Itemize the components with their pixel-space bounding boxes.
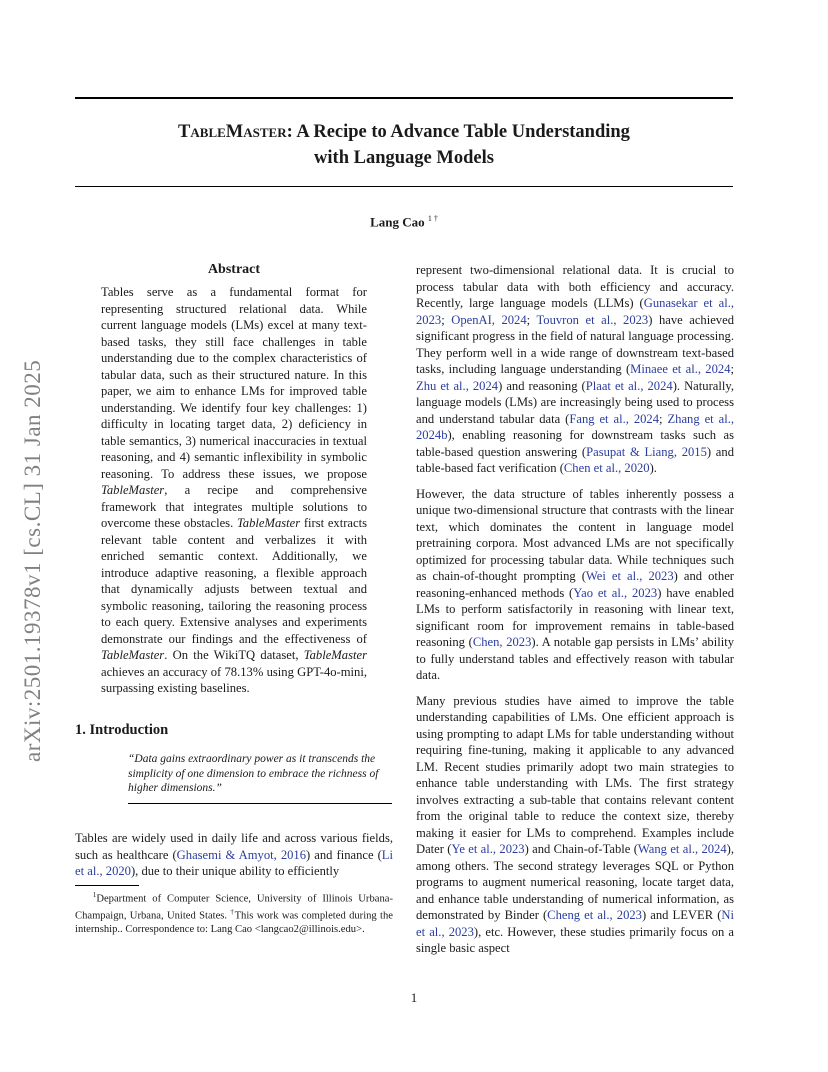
- abstract-text-3: first extracts relevant table content and verbalizes it with enriched semantic context. Additionally, we introduce adaptive reasoning, a flexible approach that dynamically adjusts between textual and symbolic reasoning, tailoring the reasoning process to each query. Extensive analyses and experiments demonstrate our findings and the effectiveness of: [101, 516, 367, 646]
- right-column: [416, 262, 734, 966]
- abstract-heading: Abstract: [207, 262, 261, 277]
- intro-paragraph: [75, 830, 393, 880]
- citation-link[interactable]: Zhu et al., 2024: [416, 378, 499, 393]
- citation-link[interactable]: Li et al., 2020: [75, 847, 393, 878]
- citation-link[interactable]: Touvron et al., 2023: [536, 312, 649, 327]
- arxiv-side-label: arXiv:2501.19378v1 [cs.CL] 31 Jan 2025: [20, 359, 45, 762]
- footnote-rule: [75, 885, 139, 886]
- page-number: 1: [410, 990, 418, 1005]
- title-rule-bottom: [75, 186, 733, 187]
- footnote-mark-2: †: [230, 908, 235, 917]
- epigraph-rule: [128, 803, 392, 804]
- abstract-emph-2: TableMaster: [236, 516, 301, 530]
- abstract-text-4: . On the WikiTQ dataset,: [164, 648, 304, 662]
- citation-link[interactable]: Plaat et al., 2024: [585, 378, 673, 393]
- abstract-emph-1: TableMaster: [101, 483, 165, 497]
- title-rule-top: [75, 97, 733, 99]
- citation-link[interactable]: Pasupat & Liang, 2015: [586, 444, 707, 459]
- citation-link[interactable]: Wei et al., 2023: [585, 569, 674, 583]
- citation-link[interactable]: Wang et al., 2024: [637, 842, 727, 856]
- paper-title: [75, 119, 733, 171]
- citation-link[interactable]: Cheng et al., 2023: [547, 908, 642, 922]
- author-affiliation-marks: 1 †: [427, 214, 438, 223]
- title-system-name: TableMaster: [178, 122, 287, 142]
- author-line: [75, 214, 733, 230]
- arxiv-side-label-container: [20, 292, 52, 762]
- footnote-mark-1: 1: [92, 891, 97, 899]
- title-line2: with Language Models: [314, 148, 494, 168]
- left-column: [75, 262, 393, 697]
- citation-link[interactable]: Gunasekar et al., 2023: [416, 296, 734, 327]
- abstract-text-5: achieves an accuracy of 78.13% using GPT-4o-mini, surpassing existing baselines.: [101, 664, 367, 695]
- abstract-text-1: Tables serve as a fundamental format for representing structured relational data. While current language models (LMs) excel at many text-based tasks, they still face challenges in table understanding due to the complex characteristics of tabular data, such as their structured nature. In this paper, we aim to enhance LMs for improved table understanding. We identify four key challenges: 1) difficulty in locating target data, 2) deficiency in table semantics, 3) numerical inaccuracies in textual reasoning, and 4) semantic inflexibility in symbolic reasoning. To address these issues, we propose: [101, 285, 367, 481]
- citation-link[interactable]: Fang et al., 2024: [569, 411, 660, 426]
- footnote-text-2: This work was completed during the internship.. Correspondence to: Lang Cao <langcao2@illinois.edu>.: [75, 910, 393, 936]
- citation-link[interactable]: OpenAI, 2024: [451, 312, 527, 327]
- intro-text-a: Tables are widely used in daily life and across various fields, such as healthcare (: [75, 831, 393, 862]
- right-paragraph-1: represent two-dimensional relational data. It is crucial to process tabular data with both efficiency and accuracy. Recently, large language models (LLMs) (Gunasekar et al., 2023; OpenAI, 2024; Touvron et al., 2023) have achieved significant progress in the field of natural language processing. They perform well in a wide range of downstream text-based tasks, including language understanding (Minaee et al., 2024; Zhu et al., 2024) and reasoning (Plaat et al., 2024). Naturally, language models (LMs) are increasingly being used to process and understand tabular data (Fang et al., 2024; Zhang et al., 2024b), enabling reasoning for downstream tasks such as table-based question answering (Pasupat & Liang, 2015) and table-based fact verification (Chen et al., 2020).: [416, 263, 734, 475]
- intro-text-b: ) and finance (: [306, 847, 382, 862]
- footnote-text-1: Department of Computer Science, University of Illinois Urbana-Champaign, Urbana, United States.: [75, 893, 393, 922]
- author-name: Lang Cao: [370, 214, 425, 230]
- citation-link[interactable]: Chen, 2023: [472, 635, 532, 649]
- intro-text-c: ), due to their unique ability to efficiently: [130, 864, 340, 878]
- citation-link[interactable]: Yao et al., 2023: [573, 585, 658, 600]
- abstract-emph-4: TableMaster: [303, 648, 367, 662]
- epigraph-quote: “Data gains extraordinary power as it transcends the simplicity of one dimension to embrace the richness of higher dimensions.”: [128, 753, 379, 794]
- citation-link[interactable]: Ye et al., 2023: [451, 842, 525, 856]
- abstract-body: [101, 284, 367, 697]
- right-paragraph-2: However, the data structure of tables inherently possess a unique two-dimensional structure that contrasts with the linear text, which dominates the content in language model pretraining corpora. Most advanced LMs are not specifically optimized for processing tabular data. While techniques such as chain-of-thought prompting (Wei et al., 2023) and other reasoning-enhanced methods (Yao et al., 2023) have enabled LMs to perform satisfactorily in reasoning with linear text, significant room for improvement remains in table-based reasoning (Chen, 2023). A notable gap persists in LMs’ ability to fully understand tables and effectively reason with tabular data.: [416, 486, 734, 682]
- citation-link[interactable]: Ni et al., 2023: [416, 908, 734, 939]
- footnote: [75, 889, 393, 937]
- citation-link[interactable]: Minaee et al., 2024: [630, 362, 731, 376]
- abstract-emph-3: TableMaster: [101, 648, 165, 662]
- abstract-text-2: , a recipe and comprehensive framework that integrates multiple solutions to overcome these obstacles.: [101, 483, 367, 530]
- right-paragraph-3: Many previous studies have aimed to improve the table understanding capabilities of LMs. One efficient approach is using prompting to adapt LMs for table understanding without requiring fine-tuning, making it applicable to any advanced LM. Recent studies primarily adopt two main strategies to enhance table understanding with LMs. The first strategy involves extracting a sub-table that contains relevant content from the original table to reduce the context size, thereby making it easier for LMs to comprehend. Examples include Dater (Ye et al., 2023) and Chain-of-Table (Wang et al., 2024), among others. The second strategy leverages SQL or Python programs to augment numerical reasoning, locate target data, and enhance table understanding of numerical information, as demonstrated by Binder (Cheng et al., 2023) and LEVER (Ni et al., 2023), etc. However, these studies primarily focus on a single basic aspect: [416, 693, 734, 955]
- citation-link[interactable]: Zhang et al., 2024b: [416, 411, 734, 442]
- citation-link[interactable]: Ghasemi & Amyot, 2016: [176, 847, 307, 862]
- section-heading-introduction: 1. Introduction: [75, 722, 169, 738]
- title-line1-rest: : A Recipe to Advance Table Understanding: [286, 122, 630, 142]
- citation-link[interactable]: Chen et al., 2020: [563, 461, 650, 475]
